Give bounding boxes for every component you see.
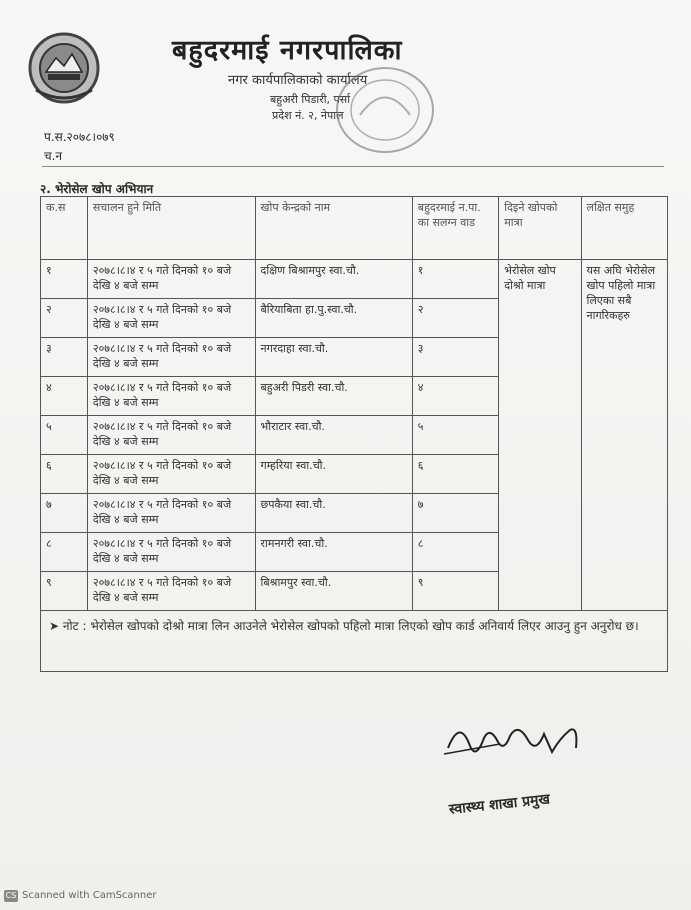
row-serial: १: [41, 260, 88, 299]
row-center: रामनगरी स्वा.चौ.: [255, 533, 412, 572]
row-serial: ८: [41, 533, 88, 572]
header-divider: [42, 166, 664, 167]
note-row: [41, 611, 668, 672]
row-center: भौराटार स्वा.चौ.: [255, 416, 412, 455]
row-serial: ९: [41, 572, 88, 611]
scanner-watermark: [4, 890, 157, 902]
row-date: २०७८।८।४ र ५ गते दिनको १० बजे देखि ४ बजे सम्म: [87, 455, 255, 494]
row-center: नगरदाहा स्वा.चौ.: [255, 338, 412, 377]
row-ward: ७: [412, 494, 498, 533]
camscanner-icon: CS: [5, 891, 17, 900]
target-group-cell: यस अघि भेरोसेल खोप पहिलो मात्रा लिएका सबै नागरिकहरु: [581, 260, 668, 611]
header-target-group: लक्षित समुह: [581, 197, 668, 260]
row-ward: २: [412, 299, 498, 338]
row-date: २०७८।८।४ र ५ गते दिनको १० बजे देखि ४ बजे सम्म: [87, 533, 255, 572]
municipality-emblem-icon: [26, 30, 102, 106]
row-ward: ४: [412, 377, 498, 416]
row-date: २०७८।८।४ र ५ गते दिनको १० बजे देखि ४ बजे सम्म: [87, 338, 255, 377]
dose-cell: भेरोसेल खोप दोश्रो मात्रा: [499, 260, 581, 611]
row-date: २०७८।८।४ र ५ गते दिनको १० बजे देखि ४ बजे सम्म: [87, 494, 255, 533]
header-dose: दिइने खोपको मात्रा: [499, 197, 581, 260]
row-ward: १: [412, 260, 498, 299]
table-header-row: [41, 197, 668, 260]
row-center: बैरियाबिता हा.पु.स्वा.चौ.: [255, 299, 412, 338]
row-center: बिश्रामपुर स्वा.चौ.: [255, 572, 412, 611]
office-address-line2: प्रदेश नं. २, नेपाल: [272, 109, 344, 122]
office-subtitle: नगर कार्यपालिकाको कार्यालय: [228, 73, 368, 88]
row-serial: ७: [41, 494, 88, 533]
row-date: २०७८।८।४ र ५ गते दिनको १० बजे देखि ४ बजे सम्म: [87, 299, 255, 338]
signature-scribble-icon: [440, 708, 590, 768]
row-center: दक्षिण बिश्रामपुर स्वा.चौ.: [255, 260, 412, 299]
row-date: २०७८।८।४ र ५ गते दिनको १० बजे देखि ४ बजे सम्म: [87, 377, 255, 416]
note-text: ➤ नोट : भेरोसेल खोपको दोश्रो मात्रा लिन आउनेले भेरोसेल खोपको पहिलो मात्रा लिएको खोप कार्ड अनिवार्य लिएर आउनु हुन अनुरोध छ।: [41, 611, 668, 672]
row-date: २०७८।८।४ र ५ गते दिनको १० बजे देखि ४ बजे सम्म: [87, 572, 255, 611]
header-center: खोप केन्द्रको नाम: [255, 197, 412, 260]
row-date: २०७८।८।४ र ५ गते दिनको १० बजे देखि ४ बजे सम्म: [87, 416, 255, 455]
header-ward: बहुदरमाई न.पा. का सलग्न वाड: [412, 197, 498, 260]
reference-number: प.स.२०७८।०७९: [44, 130, 115, 144]
row-center: गम्हरिया स्वा.चौ.: [255, 455, 412, 494]
signatory-title: स्वास्थ्य शाखा प्रमुख: [448, 791, 551, 818]
vaccination-schedule-table: [40, 196, 668, 672]
office-stamp-icon: [325, 60, 440, 160]
row-serial: २: [41, 299, 88, 338]
row-serial: ४: [41, 377, 88, 416]
header-date: सचालन हुने मिति: [87, 197, 255, 260]
header-serial: क.स: [41, 197, 88, 260]
row-ward: ८: [412, 533, 498, 572]
row-ward: ६: [412, 455, 498, 494]
office-address-line1: बहुअरी पिडारी, पर्सा: [270, 93, 351, 106]
row-serial: ५: [41, 416, 88, 455]
row-serial: ३: [41, 338, 88, 377]
row-ward: ५: [412, 416, 498, 455]
row-ward: ३: [412, 338, 498, 377]
section-title: २. भेरोसेल खोप अभियान: [40, 182, 154, 196]
table-row: [41, 260, 668, 299]
row-ward: ९: [412, 572, 498, 611]
row-serial: ६: [41, 455, 88, 494]
row-center: बहुअरी पिडरी स्वा.चौ.: [255, 377, 412, 416]
row-center: छपकैया स्वा.चौ.: [255, 494, 412, 533]
office-title: बहुदरमाई नगरपालिका: [172, 35, 403, 66]
scanner-text: Scanned with CamScanner: [22, 890, 157, 901]
row-date: २०७८।८।४ र ५ गते दिनको १० बजे देखि ४ बजे सम्म: [87, 260, 255, 299]
dispatch-number: च.न: [44, 149, 63, 163]
